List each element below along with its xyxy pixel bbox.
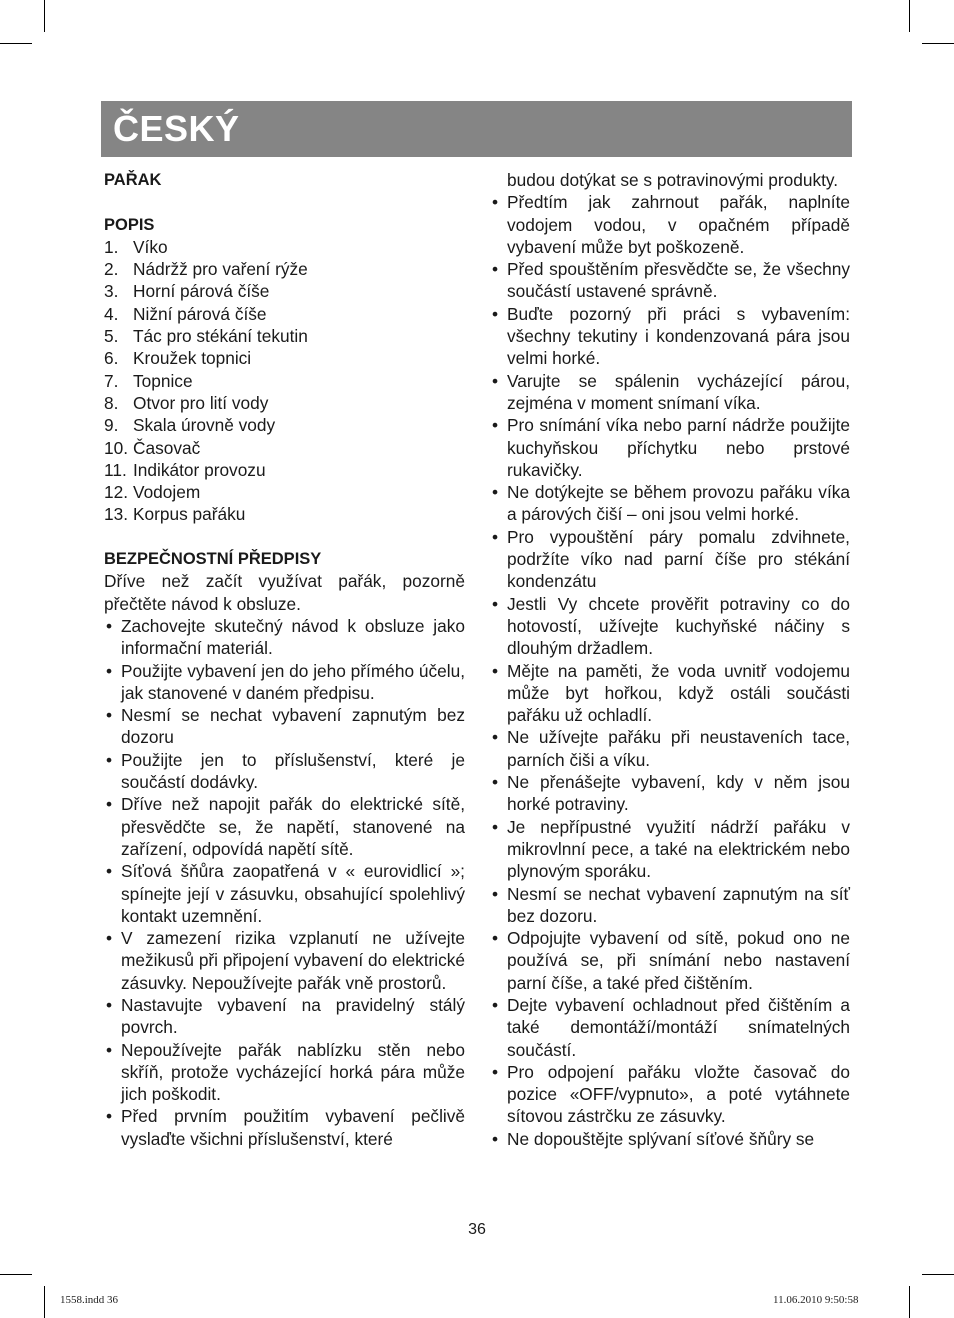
bullet-item <box>490 883 850 928</box>
crop-mark <box>909 0 910 32</box>
list-item-number: 3. <box>104 281 119 302</box>
bullet-icon: • <box>492 192 499 213</box>
bullet-item <box>490 1061 850 1128</box>
section-title: ČESKÝ <box>113 108 240 149</box>
list-item-number: 9. <box>104 415 119 436</box>
bullet-icon: • <box>492 816 499 837</box>
bullet-icon: • <box>492 482 499 503</box>
bullet-text: Dříve než napojit pařák do elektrické sítě, přesvědčte se, že napětí, stanovené na zařízení, odpovídá napětí sítě. <box>121 794 465 859</box>
bullet-item <box>104 660 465 705</box>
page-number: 36 <box>468 1221 486 1238</box>
list-item <box>104 280 465 302</box>
list-item <box>104 370 465 392</box>
bullet-icon: • <box>492 772 499 793</box>
list-item <box>104 459 465 481</box>
crop-mark <box>0 1274 32 1275</box>
heading-parak: PAŘAK <box>104 171 162 189</box>
bullet-item <box>104 860 465 927</box>
bullet-item <box>104 1039 465 1106</box>
bullet-item <box>490 927 850 994</box>
list-item-text: Korpus pařáku <box>133 504 246 525</box>
bullet-icon: • <box>106 615 113 636</box>
list-item-number: 12. <box>104 482 129 503</box>
bullet-text: Nepoužívejte pařák nablízku stěn nebo skříň, protože vycházející horká pára může jich poškodit. <box>121 1039 465 1105</box>
bullet-item <box>490 1128 850 1150</box>
bullet-text: Zachovejte skutečný návod k obsluze jako informační materiál. <box>121 615 465 659</box>
safety-list-right <box>490 191 850 1150</box>
list-item-number: 10. <box>104 437 129 458</box>
bullet-item <box>104 1105 465 1150</box>
bullet-text: Mějte na paměti, že voda uvnitř vodojemu může byt hořkou, když ostáli součásti pařáku už ochladlí. <box>507 660 850 726</box>
list-item-text: Horní párová číše <box>133 281 270 302</box>
list-item <box>104 236 465 258</box>
bullet-item <box>490 593 850 660</box>
bullet-icon: • <box>106 861 113 882</box>
bullet-item <box>490 303 850 370</box>
bullet-text: Pro snímání víka nebo parní nádrže použijte kuchyňskou příchytku nebo prstové rukavičky. <box>507 415 850 480</box>
list-item-text: Nižní párová číše <box>133 303 267 324</box>
bullet-text: Buďte pozorný při práci s vybavením: všechny tekutiny i kondenzovaná pára jsou velmi horké. <box>507 303 850 369</box>
list-item-number: 1. <box>104 236 119 257</box>
list-item-number: 13. <box>104 504 129 525</box>
list-item-text: Časovač <box>133 437 201 458</box>
bullet-text: Pro vypouštění páry pomalu zdvihnete, podržíte víko nad parní číše pro stékání kondenzátu <box>507 526 850 592</box>
list-item <box>104 303 465 325</box>
bullet-text: Jestli Vy chcete prověřit potraviny co do hotovostí, užívejte kuchyňské náčiny s dlouhým držadlem. <box>507 593 850 659</box>
bullet-item <box>104 749 465 794</box>
bullet-text: Varujte se spálenin vycházející párou, zejména v moment snímaní víka. <box>507 370 850 413</box>
crop-mark <box>922 1274 954 1275</box>
bullet-text: Ne dotýkejte se během provozu pařáku víka a párových čiší – oni jsou velmi horké. <box>507 482 850 525</box>
bullet-icon: • <box>106 1039 113 1060</box>
list-item <box>104 392 465 414</box>
bullet-text: Nastavujte vybavení na pravidelný stálý povrch. <box>121 994 465 1038</box>
bullet-text: Je nepřípustné využití nádrží pařáku v mikrovlnní pece, a také na elektrickém nebo plynovým sporáku. <box>507 816 850 882</box>
bullet-icon: • <box>106 794 113 815</box>
bullet-icon: • <box>106 749 113 770</box>
bullet-icon: • <box>492 370 499 391</box>
crop-mark <box>44 1286 45 1318</box>
bullet-text: Předtím jak zahrnout pařák, naplníte vodojem vodou, v opačném případě vybavení může byt poškozeně. <box>507 192 850 257</box>
list-item-number: 7. <box>104 370 119 391</box>
list-item <box>104 414 465 436</box>
bullet-icon: • <box>106 994 113 1015</box>
bullet-icon: • <box>492 593 499 614</box>
footer-timestamp: 11.06.2010 9:50:58 <box>773 1294 859 1306</box>
bullet-item <box>490 726 850 771</box>
bullet-item <box>490 771 850 816</box>
heading-popis: POPIS <box>104 215 155 234</box>
bullet-item <box>490 258 850 303</box>
list-item-number: 4. <box>104 303 119 324</box>
crop-mark <box>44 0 45 32</box>
list-item <box>104 503 465 525</box>
bullet-text: Před spouštěním přesvědčte se, že všechny součástí ustavené správně. <box>507 259 850 302</box>
bullet-text: V zamezení rizika vzplanutí ne užívejte mežikusů při připojení vybavení do elektrické zásuvky. Nepoužívejte pařák vně prostorů. <box>121 928 465 993</box>
parts-list <box>104 236 465 526</box>
crop-mark <box>0 43 32 44</box>
crop-mark <box>922 43 954 44</box>
bullet-text: Ne dopouštějte splývaní síťové šňůry se <box>507 1128 815 1149</box>
continued-text: budou dotýkat se s potravinovými produkty. <box>507 170 839 190</box>
heading-safety: BEZPEČNOSTNÍ PŘEDPISY <box>104 550 322 569</box>
list-item-number: 11. <box>104 459 127 480</box>
list-item-number: 5. <box>104 326 119 347</box>
bullet-item <box>104 793 465 860</box>
bullet-icon: • <box>492 1061 499 1082</box>
list-item-text: Nádržž pro vaření rýže <box>133 259 308 280</box>
bullet-icon: • <box>492 928 499 949</box>
list-item-text: Topnice <box>133 370 193 391</box>
bullet-item <box>104 615 465 660</box>
bullet-item <box>490 660 850 727</box>
list-item-text: Indikátor provozu <box>133 459 266 480</box>
bullet-text: Ne užívejte pařáku při neustaveních tace, parních čiši a víku. <box>507 727 850 770</box>
bullet-item <box>490 994 850 1061</box>
list-item-text: Víko <box>133 236 168 257</box>
bullet-text: Pro odpojení pařáku vložte časovač do pozice «OFF/vypnuto», a poté vytáhnete sítovou zástrčku ze zásuvky. <box>507 1061 850 1127</box>
bullet-text: Nesmí se nechat vybavení zapnutým na síť bez dozoru. <box>507 883 850 926</box>
bullet-text: Použijte vybavení jen do jeho přímého účelu, jak stanovené v daném předpisu. <box>121 660 465 703</box>
list-item-text: Otvor pro lití vody <box>133 392 269 413</box>
list-item-number: 2. <box>104 259 119 280</box>
bullet-item <box>104 927 465 994</box>
list-item-text: Tác pro stékání tekutin <box>133 326 308 347</box>
list-item <box>104 481 465 503</box>
bullet-icon: • <box>106 928 113 949</box>
section-banner <box>101 101 852 157</box>
bullet-icon: • <box>492 660 499 681</box>
list-item <box>104 258 465 280</box>
bullet-item <box>490 414 850 481</box>
bullet-item <box>490 526 850 593</box>
bullet-text: Ne přenášejte vybavení, kdy v něm jsou horké potraviny. <box>507 772 850 815</box>
bullet-text: Dejte vybavení ochladnout před čištěním a také demontáží/montáží snímatelných součástí. <box>507 994 850 1060</box>
safety-list-left <box>104 615 465 1150</box>
list-item <box>104 347 465 369</box>
bullet-icon: • <box>492 883 499 904</box>
bullet-icon: • <box>492 415 499 436</box>
list-item-number: 8. <box>104 392 119 413</box>
bullet-item <box>490 370 850 415</box>
list-item-text: Vodojem <box>133 482 201 503</box>
right-column <box>490 169 850 1150</box>
bullet-item <box>104 704 465 749</box>
bullet-item <box>490 481 850 526</box>
bullet-icon: • <box>492 727 499 748</box>
bullet-item <box>104 994 465 1039</box>
bullet-icon: • <box>492 1128 499 1149</box>
bullet-icon: • <box>492 303 499 324</box>
left-column <box>104 169 465 1150</box>
list-item <box>104 437 465 459</box>
bullet-icon: • <box>492 259 499 280</box>
bullet-text: Nesmí se nechat vybavení zapnutým bez dozoru <box>121 705 465 748</box>
bullet-text: Odpojujte vybavení od sítě, pokud ono ne používá se, při snímání nebo nastavení parní číše, a také před čištěním. <box>507 928 850 993</box>
bullet-text: Síťová šňůra zaopatřená v « eurovidlicí »; spínejte její v zásuvku, obsahující spolehlivý kontakt uzemnění. <box>121 861 465 926</box>
list-item-text: Kroužek topnici <box>133 348 252 369</box>
bullet-item <box>490 816 850 883</box>
bullet-icon: • <box>106 705 113 726</box>
safety-intro: Dříve než začít využívat pařák, pozorně přečtěte návod k obsluze. <box>104 571 465 614</box>
bullet-icon: • <box>492 526 499 547</box>
list-item-text: Skala úrovně vody <box>133 415 276 436</box>
bullet-icon: • <box>492 994 499 1015</box>
list-item-number: 6. <box>104 348 119 369</box>
bullet-text: Před prvním použitím vybavení pečlivě vyslaďte všichni příslušenství, které <box>121 1106 465 1149</box>
crop-mark <box>909 1286 910 1318</box>
footer-file: 1558.indd 36 <box>60 1294 119 1306</box>
list-item <box>104 325 465 347</box>
bullet-item <box>490 191 850 258</box>
bullet-icon: • <box>106 1106 113 1127</box>
bullet-text: Použijte jen to příslušenství, které je součástí dodávky. <box>121 749 465 793</box>
bullet-icon: • <box>106 660 113 681</box>
